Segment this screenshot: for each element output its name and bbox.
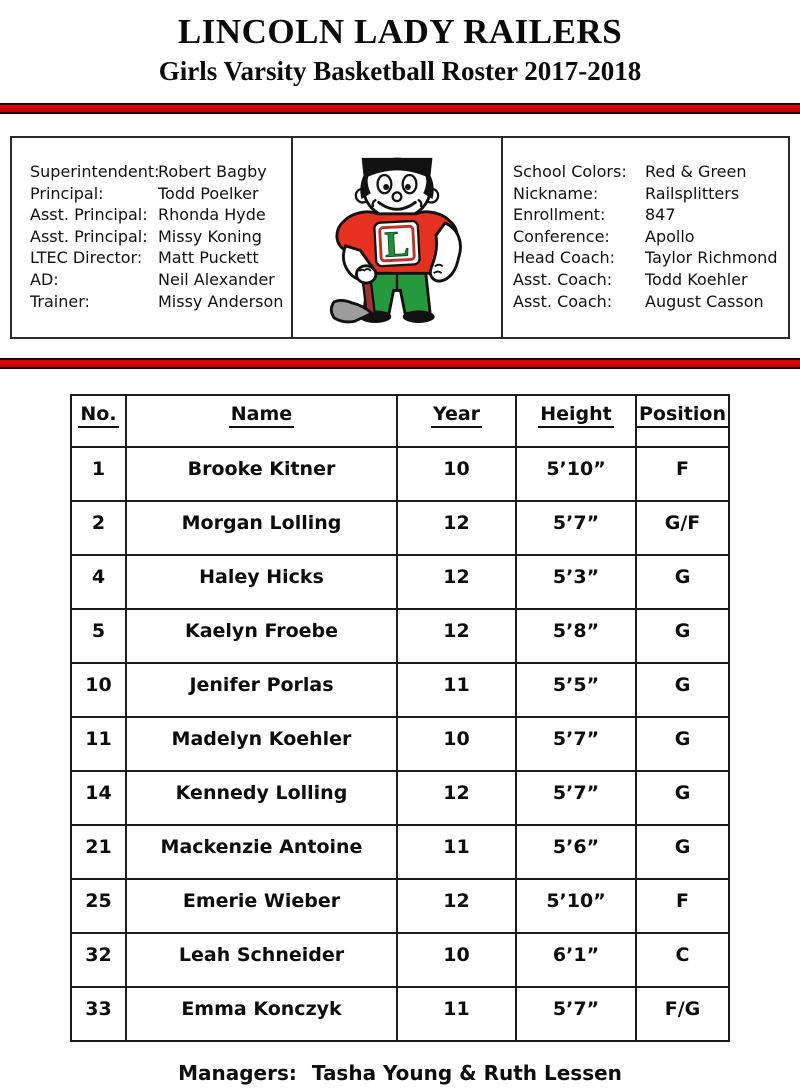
staff-row xyxy=(30,248,291,270)
cell-position: F/G xyxy=(636,987,729,1041)
school-info-label: School Colors: xyxy=(513,162,627,181)
cell-name: Leah Schneider xyxy=(126,933,397,987)
school-info-row xyxy=(513,248,788,270)
divider-rule-top xyxy=(0,103,800,114)
cell-name: Jenifer Porlas xyxy=(126,663,397,717)
table-row xyxy=(71,555,729,609)
cell-year: 12 xyxy=(397,555,516,609)
cell-year: 11 xyxy=(397,987,516,1041)
table-row xyxy=(71,825,729,879)
cell-name: Brooke Kitner xyxy=(126,447,397,501)
cell-year: 12 xyxy=(397,879,516,933)
school-info-label: Conference: xyxy=(513,226,610,246)
cell-height: 5’5” xyxy=(516,663,636,717)
table-row xyxy=(71,609,729,663)
staff-row xyxy=(30,205,291,227)
cell-height: 5’7” xyxy=(516,501,636,555)
column-header-year: Year xyxy=(397,395,516,447)
managers-line xyxy=(0,1061,800,1085)
cell-name: Mackenzie Antoine xyxy=(126,825,397,879)
staff-row xyxy=(30,162,291,184)
managers-value: Tasha Young & Ruth Lessen xyxy=(311,1061,622,1085)
cell-year: 11 xyxy=(397,663,516,717)
staff-row xyxy=(30,184,291,206)
table-row xyxy=(71,717,729,771)
school-info-value: Apollo xyxy=(645,226,695,246)
cell-name: Madelyn Koehler xyxy=(126,717,397,771)
cell-position: G xyxy=(636,717,729,771)
school-info-value: Railsplitters xyxy=(645,183,740,203)
staff-row xyxy=(30,270,291,292)
school-info-row xyxy=(513,227,788,249)
page-subtitle: Girls Varsity Basketball Roster 2017-2018 xyxy=(158,56,642,86)
cell-number: 1 xyxy=(71,447,126,501)
cell-year: 10 xyxy=(397,717,516,771)
staff-value: Rhonda Hyde xyxy=(158,205,266,225)
cell-name: Kennedy Lolling xyxy=(126,771,397,825)
table-row xyxy=(71,987,729,1041)
roster-header-row xyxy=(71,395,729,447)
cell-height: 5’10” xyxy=(516,879,636,933)
cell-position: G xyxy=(636,555,729,609)
school-info-value: Red & Green xyxy=(645,162,747,181)
roster-table xyxy=(70,394,730,1042)
staff-row xyxy=(30,227,291,249)
cell-height: 5’10” xyxy=(516,447,636,501)
cell-number: 25 xyxy=(71,879,126,933)
mascot-letter: L xyxy=(383,222,411,265)
school-info-label: Enrollment: xyxy=(513,205,606,225)
staff-label: Asst. Principal: xyxy=(30,205,148,225)
cell-position: G xyxy=(636,825,729,879)
staff-value: Todd Poelker xyxy=(158,183,259,203)
school-info-row xyxy=(513,270,788,292)
school-info-value: Taylor Richmond xyxy=(645,248,778,268)
cell-year: 11 xyxy=(397,825,516,879)
table-row xyxy=(71,879,729,933)
cell-position: F xyxy=(636,447,729,501)
school-info-label: Head Coach: xyxy=(513,248,616,268)
cell-number: 2 xyxy=(71,501,126,555)
cell-height: 6’1” xyxy=(516,933,636,987)
school-info-value: 847 xyxy=(645,205,676,225)
school-info-list xyxy=(503,138,788,337)
cell-number: 33 xyxy=(71,987,126,1041)
cell-name: Kaelyn Froebe xyxy=(126,609,397,663)
school-info-value: Todd Koehler xyxy=(645,269,748,289)
staff-label: LTEC Director: xyxy=(30,248,143,268)
cell-year: 12 xyxy=(397,771,516,825)
table-row xyxy=(71,933,729,987)
cell-year: 12 xyxy=(397,609,516,663)
staff-value: Neil Alexander xyxy=(158,269,275,289)
staff-row xyxy=(30,292,291,314)
cell-height: 5’7” xyxy=(516,987,636,1041)
table-row xyxy=(71,501,729,555)
school-info-row xyxy=(513,292,788,314)
cell-number: 10 xyxy=(71,663,126,717)
school-info-label: Nickname: xyxy=(513,183,599,203)
cell-position: G xyxy=(636,663,729,717)
school-info-row xyxy=(513,205,788,227)
cell-number: 14 xyxy=(71,771,126,825)
table-row xyxy=(71,447,729,501)
cell-year: 10 xyxy=(397,447,516,501)
cell-height: 5’6” xyxy=(516,825,636,879)
page-title: LINCOLN LADY RAILERS xyxy=(177,12,623,51)
cell-height: 5’3” xyxy=(516,555,636,609)
cell-number: 32 xyxy=(71,933,126,987)
cell-name: Morgan Lolling xyxy=(126,501,397,555)
staff-label: Superintendent: xyxy=(30,162,160,181)
cell-height: 5’7” xyxy=(516,771,636,825)
school-info-label: Asst. Coach: xyxy=(513,269,613,289)
table-row xyxy=(71,663,729,717)
cell-name: Emerie Wieber xyxy=(126,879,397,933)
managers-label: Managers: xyxy=(178,1061,297,1085)
staff-label: Trainer: xyxy=(30,291,90,311)
staff-label: Principal: xyxy=(30,183,104,203)
column-header-height: Height xyxy=(516,395,636,447)
cell-number: 5 xyxy=(71,609,126,663)
mascot-image xyxy=(311,143,483,335)
cell-position: G xyxy=(636,609,729,663)
cell-name: Haley Hicks xyxy=(126,555,397,609)
divider-rule-middle xyxy=(0,358,800,369)
school-info-value: August Casson xyxy=(645,291,764,311)
school-info-label: Asst. Coach: xyxy=(513,291,613,311)
staff-value: Missy Koning xyxy=(158,226,262,246)
staff-list xyxy=(12,138,293,337)
cell-height: 5’8” xyxy=(516,609,636,663)
cell-year: 10 xyxy=(397,933,516,987)
column-header-position: Position xyxy=(636,395,729,447)
cell-number: 11 xyxy=(71,717,126,771)
cell-position: F xyxy=(636,879,729,933)
mascot-cell xyxy=(293,138,503,337)
school-info-row xyxy=(513,184,788,206)
staff-label: AD: xyxy=(30,269,59,289)
info-panel xyxy=(10,136,790,339)
column-header-name: Name xyxy=(126,395,397,447)
staff-value: Matt Puckett xyxy=(158,248,259,268)
cell-position: G/F xyxy=(636,501,729,555)
school-info-row xyxy=(513,162,788,184)
column-header-no: No. xyxy=(71,395,126,447)
cell-year: 12 xyxy=(397,501,516,555)
staff-value: Robert Bagby xyxy=(158,162,267,181)
cell-number: 4 xyxy=(71,555,126,609)
staff-label: Asst. Principal: xyxy=(30,226,148,246)
cell-number: 21 xyxy=(71,825,126,879)
cell-height: 5’7” xyxy=(516,717,636,771)
table-row xyxy=(71,771,729,825)
cell-position: G xyxy=(636,771,729,825)
staff-value: Missy Anderson xyxy=(158,291,284,311)
cell-position: C xyxy=(636,933,729,987)
cell-name: Emma Konczyk xyxy=(126,987,397,1041)
